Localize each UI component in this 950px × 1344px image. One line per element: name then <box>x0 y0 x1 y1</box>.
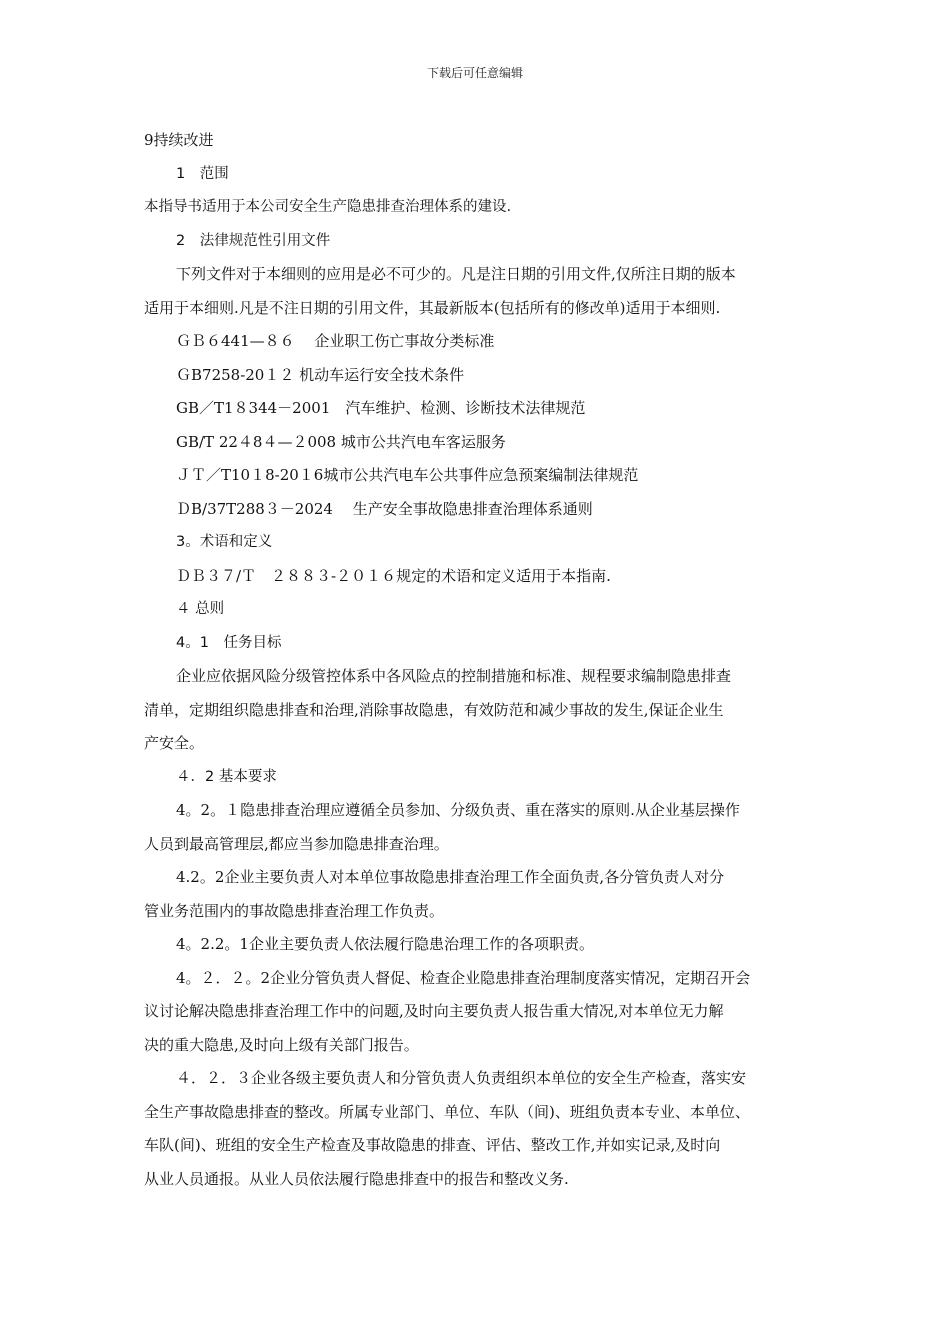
paragraph-line: 下列文件对于本细则的应用是必不可少的。凡是注日期的引用文件,仅所注日期的版本 <box>176 265 736 283</box>
section-1-heading: 1 范围 <box>176 165 229 182</box>
paragraph-line: 适用于本细则.凡是不注日期的引用文件，其最新版本(包括所有的修改单)适用于本细则. <box>144 298 721 317</box>
paragraph-line: 4.2。2企业主要负责人对本单位事故隐患排查治理工作全面负责,各分管负责人对分 <box>176 868 725 886</box>
section-4-2-heading: ４．2 基本要求 <box>176 768 277 785</box>
reference-item: ＧＢ６441—８６ 企业职工伤亡事故分类标准 <box>176 332 495 350</box>
section-9-title: 9持续改进 <box>144 131 214 149</box>
paragraph-line: 全生产事故隐患排查的整改。所属专业部门、单位、车队（间)、班组负责本专业、本单位、 <box>144 1102 750 1121</box>
paragraph-line: 管业务范围内的事故隐患排查治理工作负责。 <box>144 901 445 920</box>
page-header-note: 下载后可任意编辑 <box>426 66 523 80</box>
reference-item: GB/T 22４8４—２008 城市公共汽电车客运服务 <box>176 432 506 451</box>
paragraph-line: ＤＢ３７/Ｔ ２８８３-２０１６规定的术语和定义适用于本指南. <box>176 566 611 585</box>
paragraph-line: 议讨论解决隐患排查治理工作中的问题,及时向主要负责人报告重大情况,对本单位无力解 <box>144 1002 724 1020</box>
reference-item: ＤB/37T288３－2024 生产安全事故隐患排查治理体系通则 <box>176 499 593 518</box>
paragraph-line: 从业人员通报。从业人员依法履行隐患排查中的报告和整改义务. <box>144 1169 569 1188</box>
reference-item: GB／T1８344－2001 汽车维护、检测、诊断技术法律规范 <box>176 399 586 417</box>
paragraph-line: 清单，定期组织隐患排查和治理,消除事故隐患，有效防范和减少事故的发生,保证企业生 <box>144 700 724 719</box>
paragraph-line: 4。２．２。2企业分管负责人督促、检查企业隐患排查治理制度落实情况，定期召开会 <box>176 968 751 987</box>
reference-item: ＧB7258-20１２ 机动车运行安全技术条件 <box>176 365 465 384</box>
section-2-heading: 2 法律规范性引用文件 <box>176 232 331 249</box>
reference-item: ＪＴ／T10１8-20１6城市公共汽电车公共事件应急预案编制法律规范 <box>176 466 639 484</box>
paragraph-line: 决的重大隐患,及时向上级有关部门报告。 <box>144 1035 419 1054</box>
paragraph-line: ４．２．３企业各级主要负责人和分管负责人负责组织本单位的安全生产检查，落实安 <box>176 1069 747 1087</box>
section-4-1-heading: 4。1 任务目标 <box>176 634 282 651</box>
document-body <box>144 124 816 1196</box>
paragraph-line: 企业应依据风险分级管控体系中各风险点的控制措施和标准、规程要求编制隐患排查 <box>176 667 732 685</box>
section-4-heading: ４ 总则 <box>176 601 225 617</box>
paragraph-line: 产安全。 <box>144 734 205 752</box>
section-3-heading: 3。术语和定义 <box>176 534 273 550</box>
paragraph-line: 人员到最高管理层,都应当参加隐患排查治理。 <box>144 834 449 853</box>
paragraph-line: 4。2。１隐患排查治理应遵循全员参加、分级负责、重在落实的原则.从企业基层操作 <box>176 801 740 819</box>
paragraph-line: 4。2.2。1企业主要负责人依法履行隐患治理工作的各项职责。 <box>176 935 594 953</box>
paragraph-line: 车队(间)、班组的安全生产检查及事故隐患的排查、评估、整改工作,并如实记录,及时向 <box>144 1136 721 1154</box>
scope-text: 本指导书适用于本公司安全生产隐患排查治理体系的建设. <box>144 199 512 215</box>
